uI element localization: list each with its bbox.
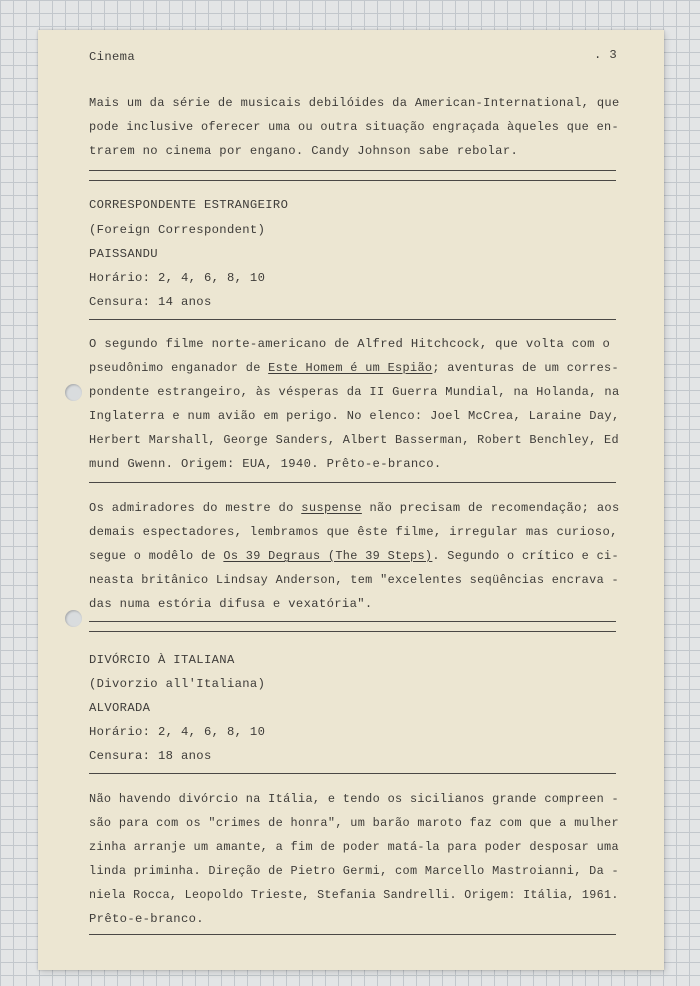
synopsis-line: pseudônimo enganador de Este Homem é um Espião; aventuras de um corres-: [89, 361, 619, 375]
divider-rule: [89, 180, 616, 181]
film-rating: Censura: 18 anos: [89, 749, 212, 763]
synopsis-line: são para com os "crimes de honra", um barão maroto faz com que a mulher: [89, 816, 619, 830]
divider-rule: [89, 170, 616, 171]
film-schedule: Horário: 2, 4, 6, 8, 10: [89, 271, 266, 285]
synopsis-line: Inglaterra e num avião em perigo. No elenco: Joel McCrea, Laraine Day,: [89, 409, 620, 423]
film-title: DIVÓRCIO À ITALIANA: [89, 653, 235, 667]
typewritten-page: [38, 30, 664, 970]
synopsis-line: Herbert Marshall, George Sanders, Albert Basserman, Robert Benchley, Ed: [89, 433, 619, 447]
review-line: demais espectadores, lembramos que êste filme, irregular mas curioso,: [89, 525, 618, 539]
synopsis-line: zinha arranje um amante, a fim de poder matá-la para poder desposar uma: [89, 840, 619, 854]
review-line: neasta britânico Lindsay Anderson, tem "excelentes seqüências encrava -: [89, 573, 619, 587]
divider-rule: [89, 621, 616, 622]
film-rating: Censura: 14 anos: [89, 295, 212, 309]
film-title: CORRESPONDENTE ESTRANGEIRO: [89, 198, 289, 212]
divider-rule: [89, 773, 616, 774]
film-schedule: Horário: 2, 4, 6, 8, 10: [89, 725, 266, 739]
film-original-title: (Foreign Correspondent): [89, 223, 266, 237]
film-theater: ALVORADA: [89, 701, 151, 715]
page-number: . 3: [594, 48, 617, 62]
divider-rule: [89, 319, 616, 320]
synopsis-line: O segundo filme norte-americano de Alfred Hitchcock, que volta com o: [89, 337, 611, 351]
synopsis-line: Prêto-e-branco.: [89, 912, 204, 926]
section-header: Cinema: [89, 50, 135, 64]
binder-hole: [65, 384, 82, 401]
divider-rule: [89, 482, 616, 483]
synopsis-line: pondente estrangeiro, às vésperas da II Guerra Mundial, na Holanda, na: [89, 385, 620, 399]
binder-hole: [65, 610, 82, 627]
divider-rule: [89, 631, 616, 632]
synopsis-line: mund Gwenn. Origem: EUA, 1940. Prêto-e-branco.: [89, 457, 442, 471]
film-theater: PAISSANDU: [89, 247, 158, 261]
review-line: segue o modêlo de Os 39 Degraus (The 39 Steps). Segundo o crítico e ci-: [89, 549, 619, 563]
intro-line: trarem no cinema por engano. Candy Johnson sabe rebolar.: [89, 144, 519, 158]
review-line: Os admiradores do mestre do suspense não precisam de recomendação; aos: [89, 501, 620, 515]
synopsis-line: Não havendo divórcio na Itália, e tendo os sicilianos grande compreen -: [89, 792, 619, 806]
synopsis-line: niela Rocca, Leopoldo Trieste, Stefania Sandrelli. Origem: Itália, 1961.: [89, 888, 619, 902]
intro-line: pode inclusive oferecer uma ou outra situação engraçada àqueles que en-: [89, 120, 619, 134]
divider-rule: [89, 934, 616, 935]
underlined-title: Este Homem é um Espião: [268, 361, 433, 375]
underlined-title: Os 39 Degraus (The 39 Steps): [223, 549, 433, 563]
underlined-word: suspense: [301, 501, 362, 515]
review-line: das numa estória difusa e vexatória".: [89, 597, 373, 611]
film-original-title: (Divorzio all'Italiana): [89, 677, 266, 691]
synopsis-line: linda priminha. Direção de Pietro Germi, com Marcello Mastroianni, Da -: [89, 864, 619, 878]
intro-line: Mais um da série de musicais debilóides da American-International, que: [89, 96, 620, 110]
